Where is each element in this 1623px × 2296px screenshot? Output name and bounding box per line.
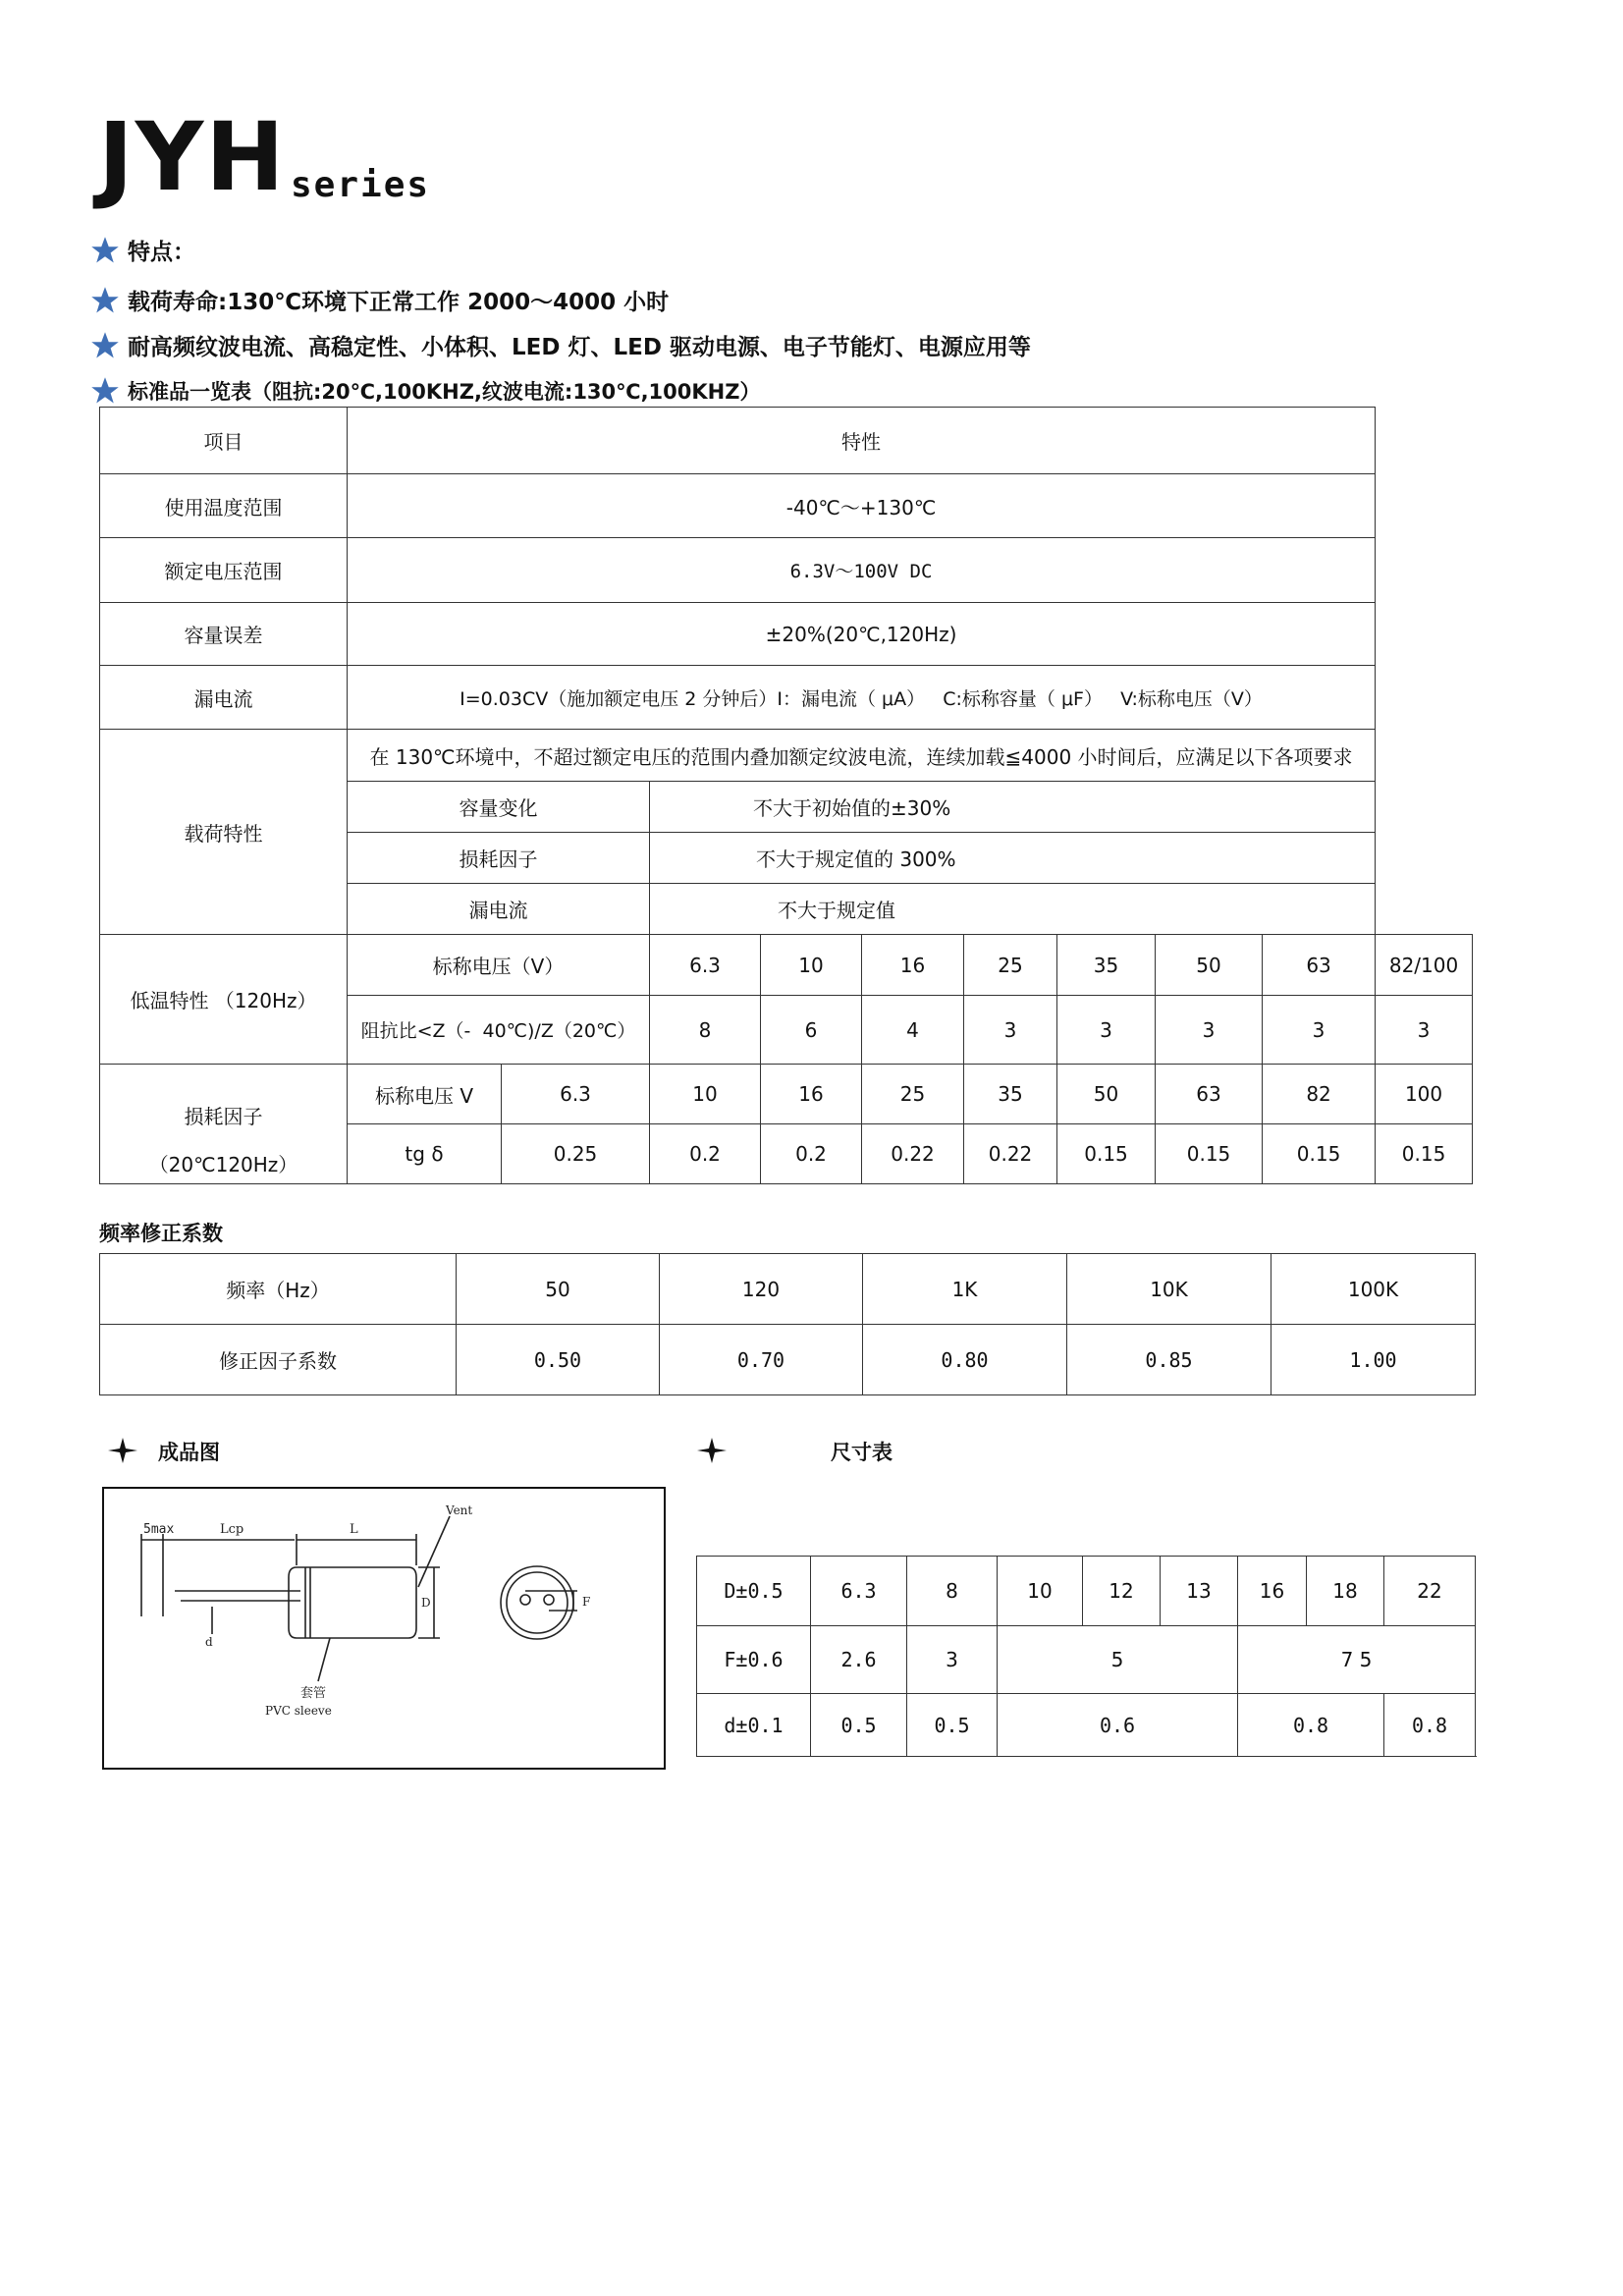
low-temp-ratio: 3 (1376, 996, 1473, 1065)
label-d-small: d (205, 1635, 213, 1649)
tg-value: 0.22 (862, 1124, 964, 1184)
leakage-label: 漏电流 (100, 666, 348, 730)
capacitor-drawing (104, 1489, 664, 1768)
tg-label: tg δ (348, 1124, 502, 1184)
label-f: F (582, 1595, 591, 1609)
load-item: 漏电流 (348, 884, 650, 935)
star-icon (90, 236, 120, 265)
low-temp-ratio: 3 (1156, 996, 1263, 1065)
dissipation-voltage: 10 (650, 1065, 761, 1124)
label-5max: 5max (143, 1522, 175, 1537)
factor-value: 1.00 (1271, 1325, 1476, 1395)
temp-range-label: 使用温度范围 (100, 474, 348, 538)
freq-label: 频率（Hz） (100, 1254, 457, 1325)
header-item: 项目 (100, 408, 348, 474)
feature-text: 特点： (128, 240, 195, 265)
label-sleeve-cn: 套管 (300, 1686, 327, 1701)
d-value: 6.3 (811, 1557, 907, 1626)
sparkle-icon (695, 1436, 729, 1465)
dissipation-voltage: 35 (964, 1065, 1057, 1124)
capacitor-diagram (102, 1487, 666, 1770)
load-condition: 在 130℃环境中，不超过额定电压的范围内叠加额定纹波电流，连续加载≦4000 小时间后，应满足以下各项要求 (348, 730, 1376, 782)
feature-text: 标准品一览表（阻抗:20℃,100KHZ,纹波电流:130℃,100KHZ） (128, 380, 761, 404)
low-temp-voltage: 6.3 (650, 935, 761, 996)
low-temp-ratio: 8 (650, 996, 761, 1065)
feature-line-4 (90, 376, 760, 406)
f-value: 3 (907, 1626, 998, 1694)
low-temp-ratio: 3 (1263, 996, 1376, 1065)
low-temp-ratio: 3 (1057, 996, 1156, 1065)
f-value: 2.6 (811, 1626, 907, 1694)
low-temp-ratio: 4 (862, 996, 964, 1065)
load-label: 载荷特性 (100, 730, 348, 935)
freq-table (99, 1253, 1476, 1395)
dim-section-title: 尺寸表 (831, 1441, 893, 1464)
low-temp-ratio: 6 (761, 996, 862, 1065)
f-value: 5 (998, 1626, 1238, 1694)
dissipation-label-line2: （20℃120Hz） (148, 1152, 298, 1176)
temp-range-value: -40℃～+130℃ (348, 474, 1376, 538)
low-temp-voltage: 10 (761, 935, 862, 996)
low-temp-voltage: 25 (964, 935, 1057, 996)
freq-value: 120 (660, 1254, 863, 1325)
spec-table (99, 407, 1473, 1184)
d-value: 13 (1161, 1557, 1238, 1626)
load-value: 不大于初始值的±30% (650, 782, 1376, 833)
dd-value: 0.6 (998, 1694, 1238, 1757)
d-label: D±0.5 (697, 1557, 811, 1626)
tg-value: 0.2 (761, 1124, 862, 1184)
dissipation-voltage: 6.3 (502, 1065, 650, 1124)
f-value: 7 5 (1238, 1626, 1476, 1694)
freq-value: 1K (863, 1254, 1067, 1325)
dd-value: 0.5 (811, 1694, 907, 1757)
dd-value: 0.8 (1238, 1694, 1384, 1757)
f-label: F±0.6 (697, 1626, 811, 1694)
load-value: 不大于规定值的 300% (650, 833, 1376, 884)
load-item: 损耗因子 (348, 833, 650, 884)
low-temp-voltage: 50 (1156, 935, 1263, 996)
sparkle-icon (106, 1436, 139, 1465)
low-temp-ratio-label: 阻抗比<Z（- 40℃)/Z（20℃） (348, 996, 650, 1065)
feature-text: 耐高频纹波电流、高稳定性、小体积、LED 灯、LED 驱动电源、电子节能灯、电源应用等 (128, 335, 1031, 360)
label-lcp: Lcp (220, 1522, 244, 1537)
d-value: 12 (1083, 1557, 1161, 1626)
label-d-big: D (421, 1596, 431, 1610)
dim-table (696, 1556, 1476, 1757)
low-temp-voltage: 35 (1057, 935, 1156, 996)
series-title: JYH (98, 102, 287, 212)
d-value: 22 (1384, 1557, 1476, 1626)
freq-value: 100K (1271, 1254, 1476, 1325)
tg-value: 0.25 (502, 1124, 650, 1184)
tg-value: 0.15 (1156, 1124, 1263, 1184)
dissipation-voltage: 82 (1263, 1065, 1376, 1124)
low-temp-voltage: 63 (1263, 935, 1376, 996)
tg-value: 0.2 (650, 1124, 761, 1184)
tg-value: 0.15 (1263, 1124, 1376, 1184)
factor-value: 0.85 (1067, 1325, 1271, 1395)
d-value: 8 (907, 1557, 998, 1626)
low-temp-voltage: 16 (862, 935, 964, 996)
freq-value: 50 (457, 1254, 660, 1325)
label-l: L (350, 1522, 358, 1537)
tolerance-value: ±20%(20℃,120Hz) (348, 603, 1376, 666)
factor-value: 0.80 (863, 1325, 1067, 1395)
dd-value: 0.5 (907, 1694, 998, 1757)
dissipation-label (100, 1065, 348, 1184)
feature-text: 载荷寿命:130℃环境下正常工作 2000～4000 小时 (128, 290, 670, 315)
star-icon (90, 286, 120, 315)
label-vent: Vent (446, 1503, 473, 1517)
dd-label: d±0.1 (697, 1694, 811, 1757)
header-characteristic: 特性 (348, 408, 1376, 474)
product-section-title: 成品图 (158, 1441, 220, 1464)
tg-value: 0.15 (1057, 1124, 1156, 1184)
load-item: 容量变化 (348, 782, 650, 833)
d-value: 10 (998, 1557, 1083, 1626)
low-temp-label: 低温特性 （120Hz） (100, 935, 348, 1065)
low-temp-voltage: 82/100 (1376, 935, 1473, 996)
factor-value: 0.70 (660, 1325, 863, 1395)
dissipation-voltage: 100 (1376, 1065, 1473, 1124)
d-value: 18 (1307, 1557, 1384, 1626)
load-value: 不大于规定值 (650, 884, 1376, 935)
voltage-range-label: 额定电压范围 (100, 538, 348, 603)
feature-line-2 (90, 284, 669, 316)
freq-value: 10K (1067, 1254, 1271, 1325)
dissipation-voltage: 25 (862, 1065, 964, 1124)
dissipation-voltage: 16 (761, 1065, 862, 1124)
star-icon (90, 331, 120, 360)
low-temp-voltage-label: 标称电压（V） (348, 935, 650, 996)
dd-value: 0.8 (1384, 1694, 1476, 1757)
low-temp-ratio: 3 (964, 996, 1057, 1065)
freq-section-title: 频率修正系数 (99, 1222, 223, 1245)
voltage-range-value: 6.3V～100V DC (348, 538, 1376, 603)
d-value: 16 (1238, 1557, 1307, 1626)
label-sleeve-en: PVC sleeve (265, 1704, 332, 1718)
factor-value: 0.50 (457, 1325, 660, 1395)
dissipation-voltage-label: 标称电压 V (348, 1065, 502, 1124)
feature-line-1 (90, 234, 195, 266)
dissipation-label-line1: 损耗因子 (184, 1104, 263, 1128)
series-subtitle: series (291, 165, 431, 205)
feature-line-3 (90, 329, 1031, 361)
leakage-value: I=0.03CV（施加额定电压 2 分钟后）I：漏电流（ μA） C:标称容量（ μF） V:标称电压（V） (348, 666, 1376, 730)
dissipation-voltage: 63 (1156, 1065, 1263, 1124)
star-icon (90, 376, 120, 406)
factor-label: 修正因子系数 (100, 1325, 457, 1395)
tg-value: 0.22 (964, 1124, 1057, 1184)
tolerance-label: 容量误差 (100, 603, 348, 666)
tg-value: 0.15 (1376, 1124, 1473, 1184)
dissipation-voltage: 50 (1057, 1065, 1156, 1124)
